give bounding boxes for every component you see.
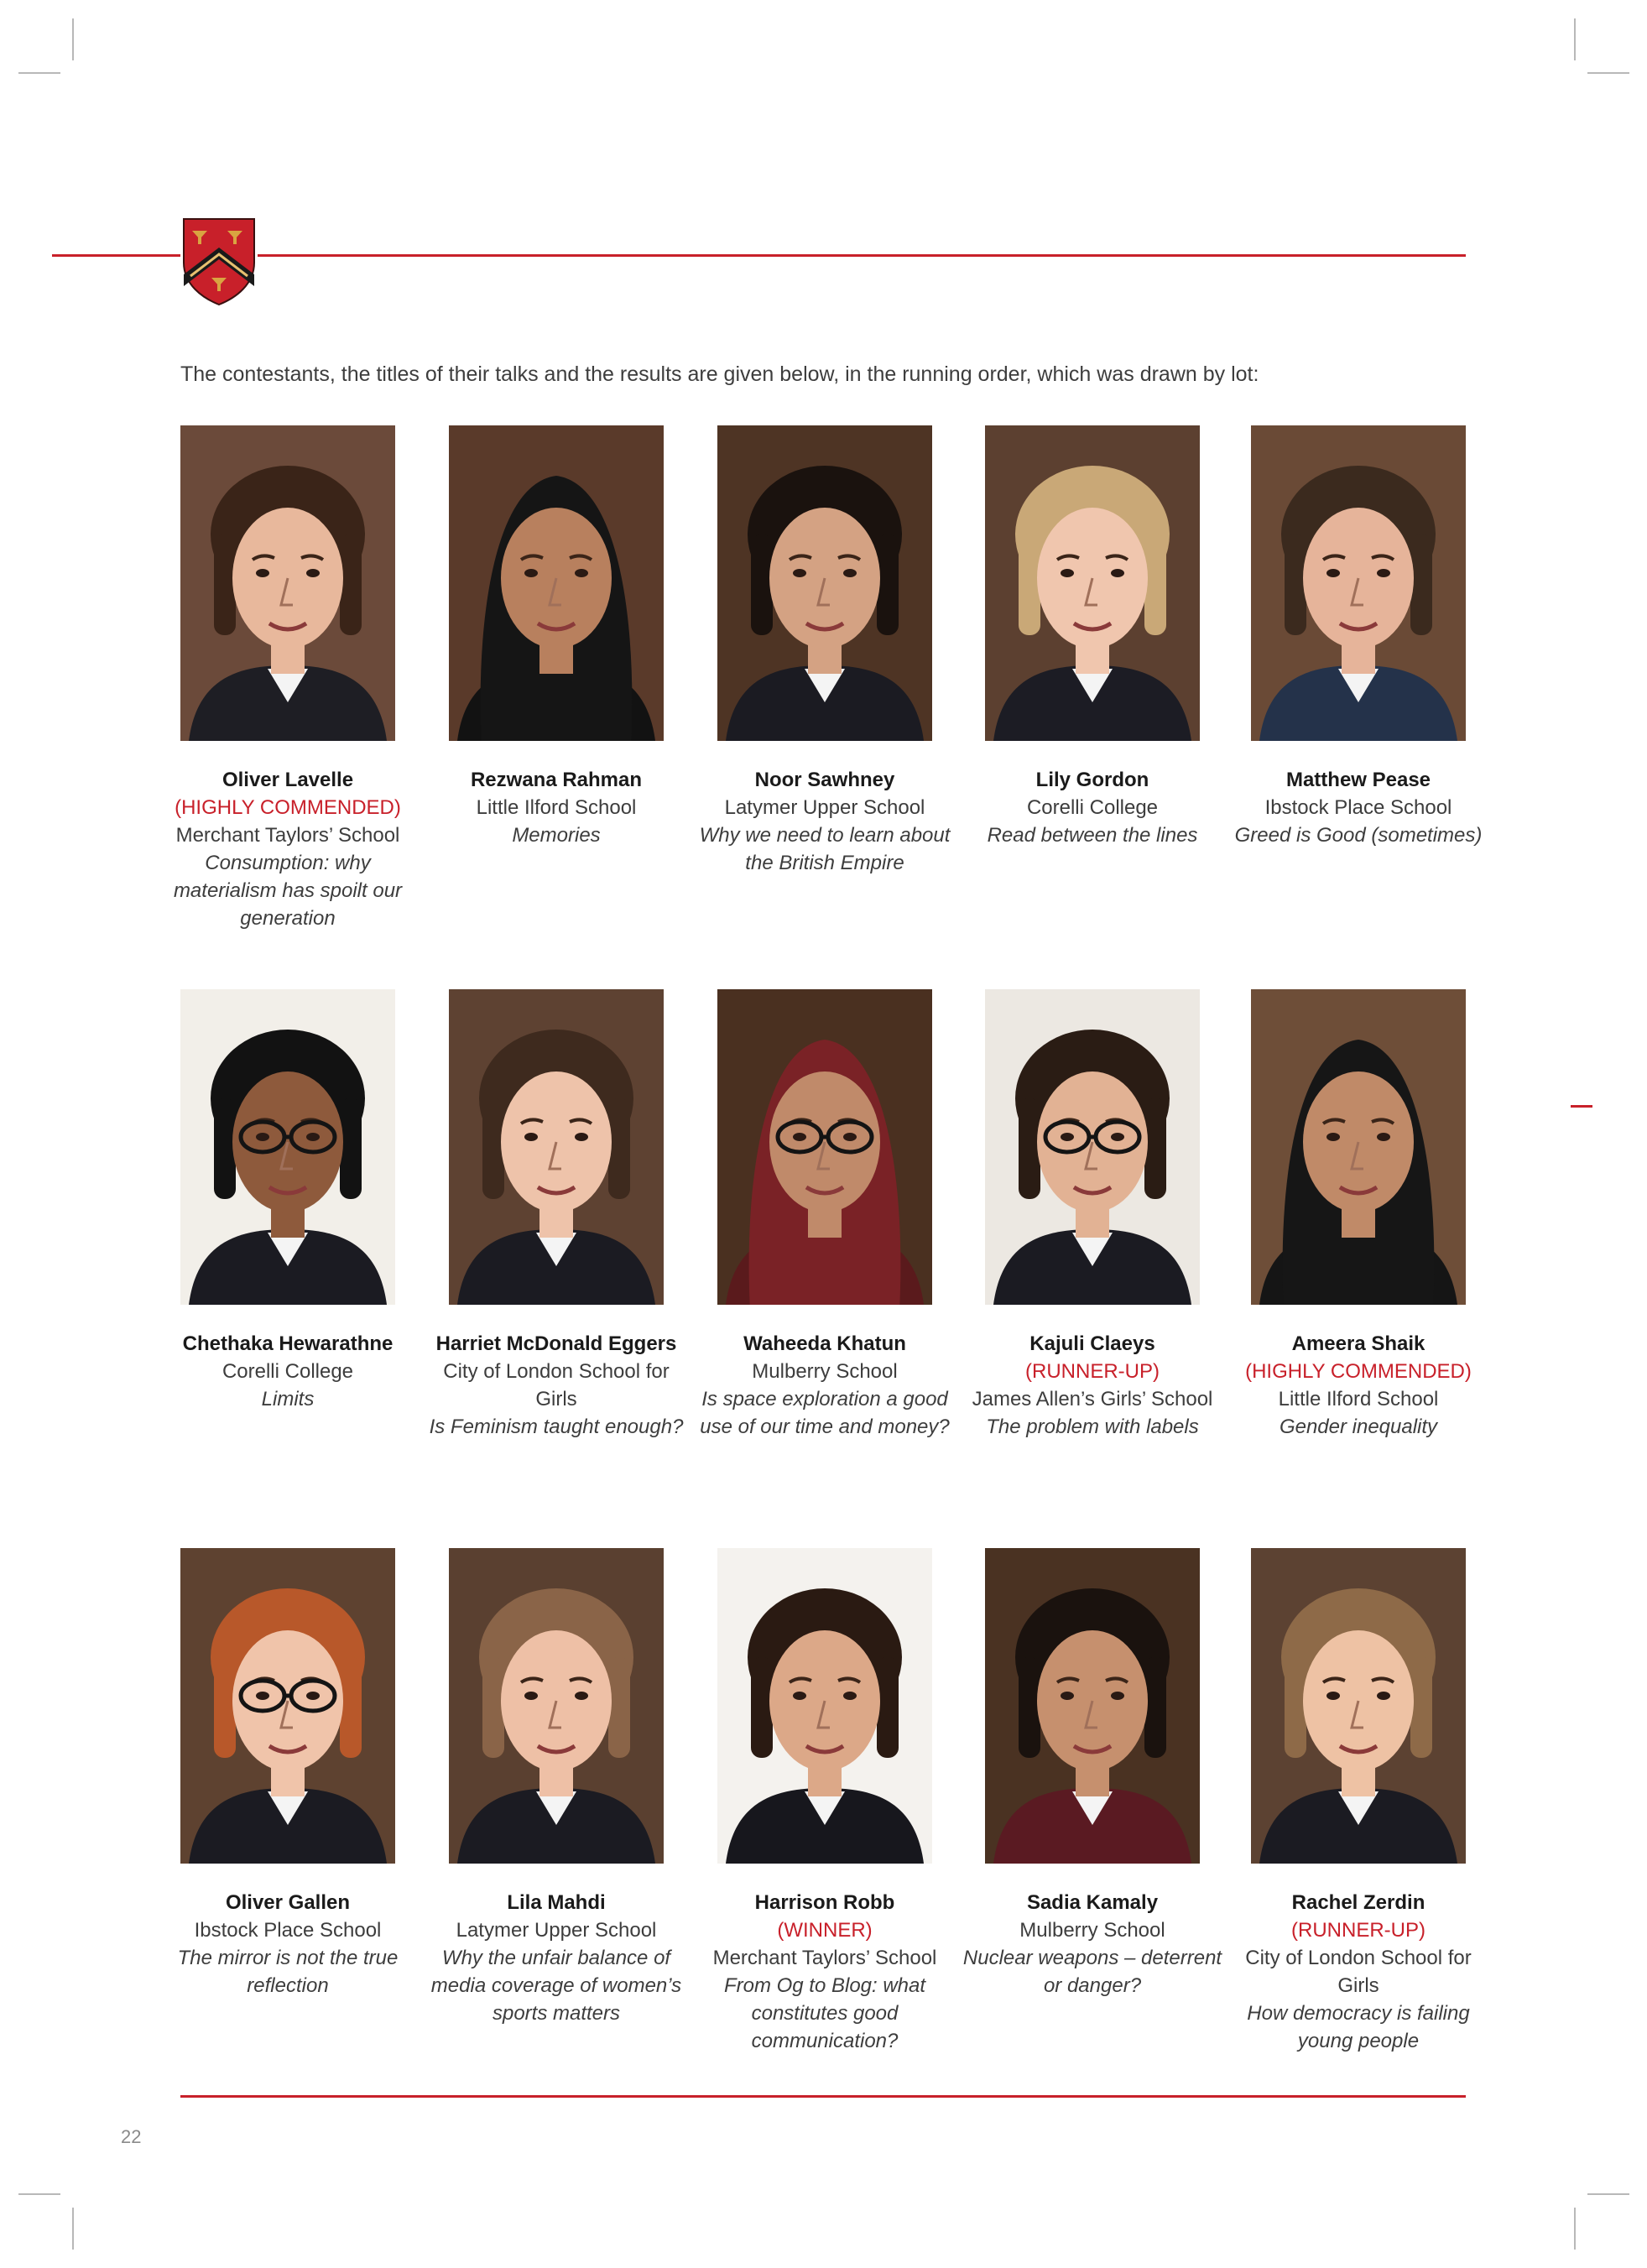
contestant-name: Sadia Kamaly: [1026, 1891, 1159, 1914]
contestant-photo: [1251, 425, 1466, 741]
contestant-school: City of London School for Girls: [443, 1360, 670, 1410]
contestant-info: [155, 1330, 420, 1413]
contestant-award: (HIGHLY COMMENDED): [175, 796, 401, 819]
contestant-info: [960, 1330, 1225, 1441]
contestant-card: [430, 1548, 682, 2027]
contestant-talk-title: How democracy is failing young people: [1247, 2002, 1470, 2052]
contestant-talk-title: Why the unfair balance of media coverage of women’s sports matters: [430, 1947, 682, 2025]
contestant-card: [449, 425, 664, 849]
contestant-photo: [985, 989, 1200, 1305]
contestant-name: Rachel Zerdin: [1291, 1891, 1425, 1914]
contestant-school: Corelli College: [1026, 796, 1159, 819]
contestant-photo: [449, 1548, 664, 1864]
contestant-info: [424, 766, 689, 849]
contestant-talk-title: Limits: [261, 1388, 315, 1410]
contestant-talk-title: Memories: [512, 824, 601, 847]
contestant-name: Ameera Shaik: [1291, 1332, 1425, 1355]
crop-mark: [72, 18, 74, 60]
contestant-card: [699, 425, 951, 877]
contestant-school: City of London School for Girls: [1245, 1947, 1472, 1997]
contestant-name: Lily Gordon: [1035, 769, 1149, 791]
contestant-name: Oliver Lavelle: [222, 769, 354, 791]
contestant-photo: [1251, 1548, 1466, 1864]
contestant-photo: [449, 425, 664, 741]
contestant-card: [972, 989, 1213, 1441]
contestant-info: [692, 1330, 957, 1441]
intro-text: The contestants, the titles of their talks and the results are given below, in the running order, which was drawn by lot:: [180, 362, 1259, 386]
contestant-talk-title: Nuclear weapons – deterrent or danger?: [962, 1947, 1222, 1997]
contestant-talk-title: Why we need to learn about the British Empire: [699, 824, 951, 874]
contestant-photo: [985, 1548, 1200, 1864]
crop-mark: [72, 2208, 74, 2250]
contestant-card: [712, 1548, 937, 2055]
contestant-talk-title: From Og to Blog: what constitutes good communication?: [723, 1974, 926, 2052]
contestant-name: Oliver Gallen: [225, 1891, 351, 1914]
contestant-name: Harriet McDonald Eggers: [435, 1332, 677, 1355]
contestant-info: [155, 766, 420, 932]
contestant-award: (HIGHLY COMMENDED): [1245, 1360, 1472, 1383]
contestant-card: [985, 425, 1200, 849]
contestant-card: [700, 989, 950, 1441]
page-number: 22: [121, 2126, 142, 2147]
contestant-school: Latymer Upper School: [456, 1919, 657, 1942]
contestant-info: [692, 1889, 957, 2055]
contestant-photo: [717, 1548, 932, 1864]
margin-marker: [1571, 1105, 1592, 1108]
contestant-card: [1234, 425, 1483, 849]
contestant-photo: [449, 989, 664, 1305]
contestant-name: Harrison Robb: [754, 1891, 895, 1914]
contestant-card: [173, 425, 403, 932]
contestant-info: [1226, 1330, 1491, 1441]
contestant-school: Ibstock Place School: [194, 1919, 382, 1942]
contestant-info: [424, 1330, 689, 1441]
contestant-school: Mulberry School: [1019, 1919, 1165, 1942]
crop-mark: [1587, 2193, 1629, 2195]
contestant-name: Kajuli Claeys: [1029, 1332, 1155, 1355]
contestant-talk-title: Greed is Good (sometimes): [1234, 824, 1483, 847]
contestant-school: Merchant Taylors’ School: [712, 1947, 937, 1969]
contestant-award: (WINNER): [777, 1919, 873, 1942]
crop-mark: [1574, 2208, 1576, 2250]
contestant-school: Corelli College: [222, 1360, 354, 1383]
contestant-talk-title: Is Feminism taught enough?: [429, 1416, 684, 1438]
contestant-school: Merchant Taylors’ School: [175, 824, 400, 847]
contestant-card: [962, 1548, 1222, 1999]
contestant-info: [1226, 766, 1491, 849]
contestant-name: Noor Sawhney: [754, 769, 895, 791]
contestant-info: [692, 766, 957, 877]
contestant-school: Latymer Upper School: [724, 796, 925, 819]
contestant-school: James Allen’s Girls’ School: [972, 1388, 1213, 1410]
contestant-award: (RUNNER-UP): [1291, 1919, 1425, 1942]
contestant-photo: [180, 1548, 395, 1864]
crop-mark: [18, 72, 60, 74]
contestant-card: [1245, 1548, 1472, 2055]
contestant-card: [180, 989, 395, 1413]
crop-mark: [1587, 72, 1629, 74]
contestant-school: Ibstock Place School: [1264, 796, 1452, 819]
contestant-name: Lila Mahdi: [507, 1891, 606, 1914]
contestant-name: Rezwana Rahman: [470, 769, 643, 791]
contestant-photo: [1251, 989, 1466, 1305]
contestant-name: Waheeda Khatun: [743, 1332, 906, 1355]
contestant-info: [960, 1889, 1225, 1999]
contestant-talk-title: The mirror is not the true reflection: [177, 1947, 399, 1997]
contestant-school: Little Ilford School: [476, 796, 637, 819]
footer-rule: [180, 2095, 1466, 2098]
contestant-info: [1226, 1889, 1491, 2055]
contestant-award: (RUNNER-UP): [1025, 1360, 1160, 1383]
contestant-talk-title: Is space exploration a good use of our time and money?: [700, 1388, 950, 1438]
contestant-photo: [717, 425, 932, 741]
contestant-talk-title: Gender inequality: [1279, 1416, 1438, 1438]
contestant-card: [1245, 989, 1472, 1441]
school-crest-icon: [180, 216, 258, 306]
contestant-school: Mulberry School: [752, 1360, 898, 1383]
contestant-talk-title: The problem with labels: [986, 1416, 1199, 1438]
contestant-name: Chethaka Hewarathne: [182, 1332, 394, 1355]
contestant-info: [960, 766, 1225, 849]
contestant-info: [424, 1889, 689, 2027]
contestant-photo: [180, 425, 395, 741]
contestant-photo: [180, 989, 395, 1305]
contestant-info: [155, 1889, 420, 1999]
contestant-card: [429, 989, 684, 1441]
contestant-photo: [717, 989, 932, 1305]
contestant-card: [177, 1548, 399, 1999]
crop-mark: [1574, 18, 1576, 60]
contestant-talk-title: Read between the lines: [987, 824, 1198, 847]
contestant-talk-title: Consumption: why materialism has spoilt our generation: [173, 852, 403, 930]
contestant-school: Little Ilford School: [1278, 1388, 1439, 1410]
contestant-name: Matthew Pease: [1285, 769, 1431, 791]
header-rule: [52, 254, 1466, 257]
crop-mark: [18, 2193, 60, 2195]
contestant-photo: [985, 425, 1200, 741]
